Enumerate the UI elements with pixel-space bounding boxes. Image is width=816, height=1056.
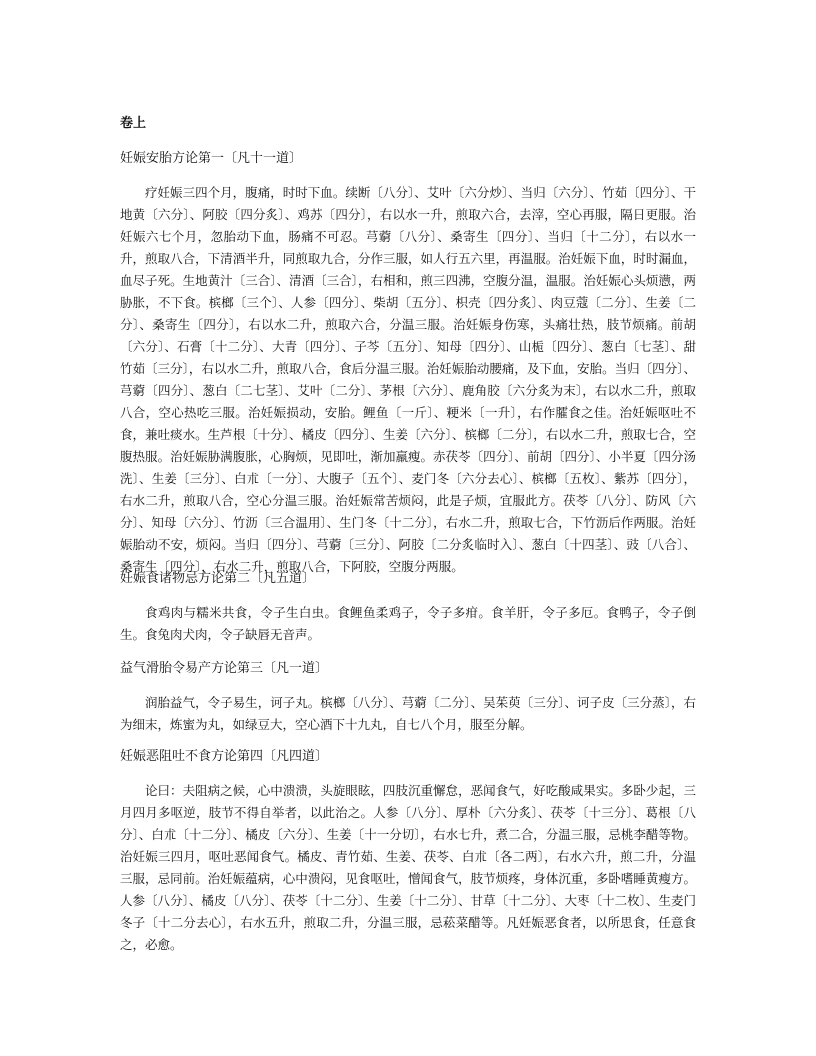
section-pregnancy-securing — [120, 150, 696, 578]
section-easy-delivery — [120, 660, 696, 736]
section-food-prohibitions — [120, 570, 696, 646]
section-heading: 妊娠食诸物忌方论第二〔凡五道〕 — [120, 571, 316, 586]
volume-title: 卷上 — [120, 116, 147, 131]
section-heading: 妊娠恶阻吐不食方论第四〔凡四道〕 — [120, 749, 329, 764]
section-body: 疗妊娠三四个月，腹痛，时时下血。续断〔八分〕、艾叶〔六分炒〕、当归〔六分〕、竹茹〔四分〕、干地黄〔六分〕、阿胶〔四分炙〕、鸡苏〔四分〕，右以水一升，煎取六合，去滓，空心再服，隔日更服。治妊娠六七个月，忽胎动下血，肠痛不可忍。芎藭〔八分〕、桑寄生〔四分〕、当归〔十二分〕，右以水一升，煎取八合，下清酒半升，同煎取九合，分作三服，如人行五六里，再温服。治妊娠下血，时时漏血，血尽子死。生地黄汁〔三合〕、清酒〔三合〕，右相和，煎三四沸，空腹分温，温服。治妊娠心头烦懑，两胁胀，不下食。槟榔〔三个〕、人参〔四分〕、柴胡〔五分〕、枳壳〔四分炙〕、肉豆蔻〔二分〕、生姜〔二分〕、桑寄生〔四分〕，右以水二升，煎取六合，分温三服。治妊娠身伤寒，头痛壮热，肢节烦痛。前胡〔六分〕、石膏〔十二分〕、大青〔四分〕、子芩〔五分〕、知母〔四分〕、山栀〔四分〕、葱白〔七茎〕、甜竹茹〔三分〕，右以水二升，煎取八合，食后分温三服。治妊娠胎动腰痛，及下血，安胎。当归〔四分〕、芎藭〔四分〕、葱白〔二七茎〕、艾叶〔二分〕、茅根〔六分〕、鹿角胶〔六分炙为末〕，右以水二升，煎取八合，空心热吃三服。治妊娠损动，安胎。鲤鱼〔一斤〕、粳米〔一升〕，右作臛食之佳。治妊娠呕吐不食，兼吐痰水。生芦根〔十分〕、橘皮〔四分〕、生姜〔六分〕、槟榔〔二分〕，右以水二升，煎取七合，空腹热服。治妊娠胁满腹胀，心胸烦，见即吐，渐加羸瘦。赤茯苓〔四分〕、前胡〔四分〕、小半夏〔四分汤洗〕、生姜〔三分〕、白朮〔一分〕、大腹子〔五个〕、麦门冬〔六分去心〕、槟榔〔五枚〕、紫苏〔四分〕，右水二升，煎取八合，空心分温三服。治妊娠常苦烦闷，此是子烦，宜服此方。茯苓〔八分〕、防风〔六分〕、知母〔六分〕、竹沥〔三合温用〕、生门冬〔十二分〕，右水二升，煎取七合，下竹沥后作两服。治妊娠胎动不安，烦闷。当归〔四分〕、芎藭〔三分〕、阿胶〔二分炙临时入〕、葱白〔十四茎〕、豉〔八合〕、桑寄生〔四分〕，右水二升，煎取八合，下阿胶，空腹分两服。 — [120, 185, 696, 574]
section-body: 食鸡肉与糯米共食，令子生白虫。食鲤鱼柔鸡子，令子多疳。食羊肝，令子多厄。食鸭子，令子倒生。食兔肉犬肉，令子缺唇无音声。 — [120, 605, 696, 642]
section-body: 论曰：夫阻病之候，心中溃溃，头旋眼眩，四肢沉重懈怠，恶闻食气，好吃酸咸果实。多卧少起，三月四月多呕逆，肢节不得自举者，以此治之。人参〔八分〕、厚朴〔六分炙〕、茯苓〔十三分〕、葛根〔八分〕、白朮〔十二分〕、橘皮〔六分〕、生姜〔十一分切〕，右水七升，煮二合，分温三服，忌桃李醋等物。治妊娠三四月，呕吐恶闻食气。橘皮、青竹茹、生姜、茯苓、白朮〔各二两〕，右水六升，煎二升，分温三服，忌同前。治妊娠蕴病，心中溃闷，见食呕吐，憎闻食气，肢节烦疼，身体沉重，多卧嗜睡黄瘦方。人参〔八分〕、橘皮〔八分〕、茯苓〔十二分〕、生姜〔十二分〕、甘草〔十二分〕、大枣〔十二枚〕、生麦门冬子〔十二分去心〕，右水五升，煎取二升，分温三服，忌菘菜醋等。凡妊娠恶食者，以所思食，任意食之，必愈。 — [120, 783, 696, 952]
section-heading: 妊娠安胎方论第一〔凡十一道〕 — [120, 151, 303, 166]
section-heading: 益气滑胎令易产方论第三〔凡一道〕 — [120, 661, 329, 676]
section-morning-sickness — [120, 748, 696, 956]
section-body: 润胎益气，令子易生，诃子丸。槟榔〔八分〕、芎藭〔二分〕、吴茱萸〔三分〕、诃子皮〔三分蒸〕，右为细末，炼蜜为丸，如绿豆大，空心酒下十九丸，自七八个月，服至分解。 — [120, 695, 696, 732]
